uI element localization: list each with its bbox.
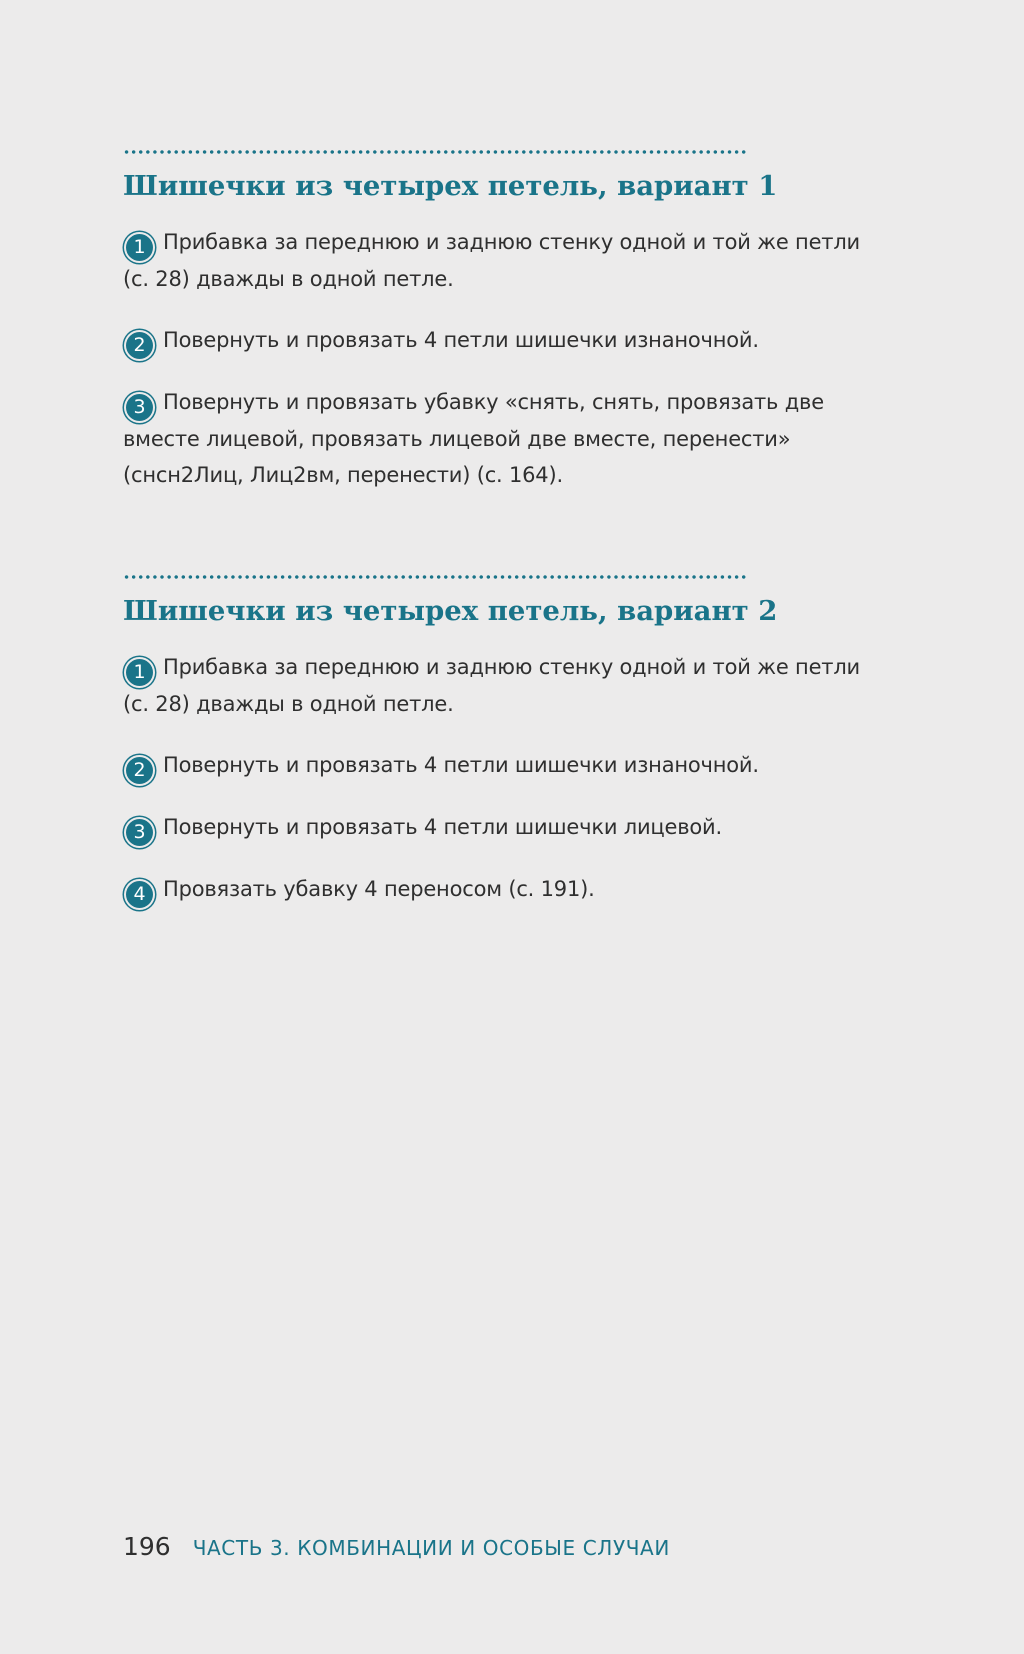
section-variant-2: [123, 575, 863, 908]
step-number-badge: 1: [126, 234, 153, 261]
page-footer: [123, 1532, 670, 1561]
section-heading: Шишечки из четырех петель, вариант 2: [123, 595, 778, 627]
step-text: Повернуть и провязать 4 петли шишечки изнаночной.: [163, 328, 759, 352]
dotted-divider: [123, 575, 746, 579]
step-text: Повернуть и провязать 4 петли шишечки изнаночной.: [163, 753, 759, 777]
steps-list: [123, 649, 863, 908]
step-item: [123, 322, 863, 359]
step-number-badge: 1: [126, 659, 153, 686]
step-number-badge: 4: [126, 881, 153, 908]
step-item: [123, 384, 863, 493]
step-item: [123, 809, 863, 846]
step-item: [123, 747, 863, 784]
section-variant-1: [123, 150, 863, 493]
step-item: [123, 871, 863, 908]
page-number: 196: [123, 1532, 171, 1561]
step-number-badge: 3: [126, 394, 153, 421]
step-item: [123, 224, 863, 297]
dotted-divider: [123, 150, 746, 154]
running-title: ЧАСТЬ 3. КОМБИНАЦИИ И ОСОБЫЕ СЛУЧАИ: [192, 1536, 670, 1560]
steps-list: [123, 224, 863, 493]
step-text: Провязать убавку 4 переносом (с. 191).: [163, 877, 595, 901]
step-text: Прибавка за переднюю и заднюю стенку одной и той же петли (с. 28) дважды в одной петле.: [123, 230, 861, 291]
step-item: [123, 649, 863, 722]
section-heading: Шишечки из четырех петель, вариант 1: [123, 170, 778, 202]
step-text: Прибавка за переднюю и заднюю стенку одной и той же петли (с. 28) дважды в одной петле.: [123, 655, 861, 716]
step-number-badge: 3: [126, 819, 153, 846]
step-text: Повернуть и провязать 4 петли шишечки лицевой.: [163, 815, 722, 839]
step-number-badge: 2: [126, 332, 153, 359]
step-number-badge: 2: [126, 757, 153, 784]
step-text: Повернуть и провязать убавку «снять, снять, провязать две вместе лицевой, провязать лицевой две вместе, перенести» (снсн2Лиц, Лиц2вм, перенести) (с. 164).: [123, 390, 824, 487]
